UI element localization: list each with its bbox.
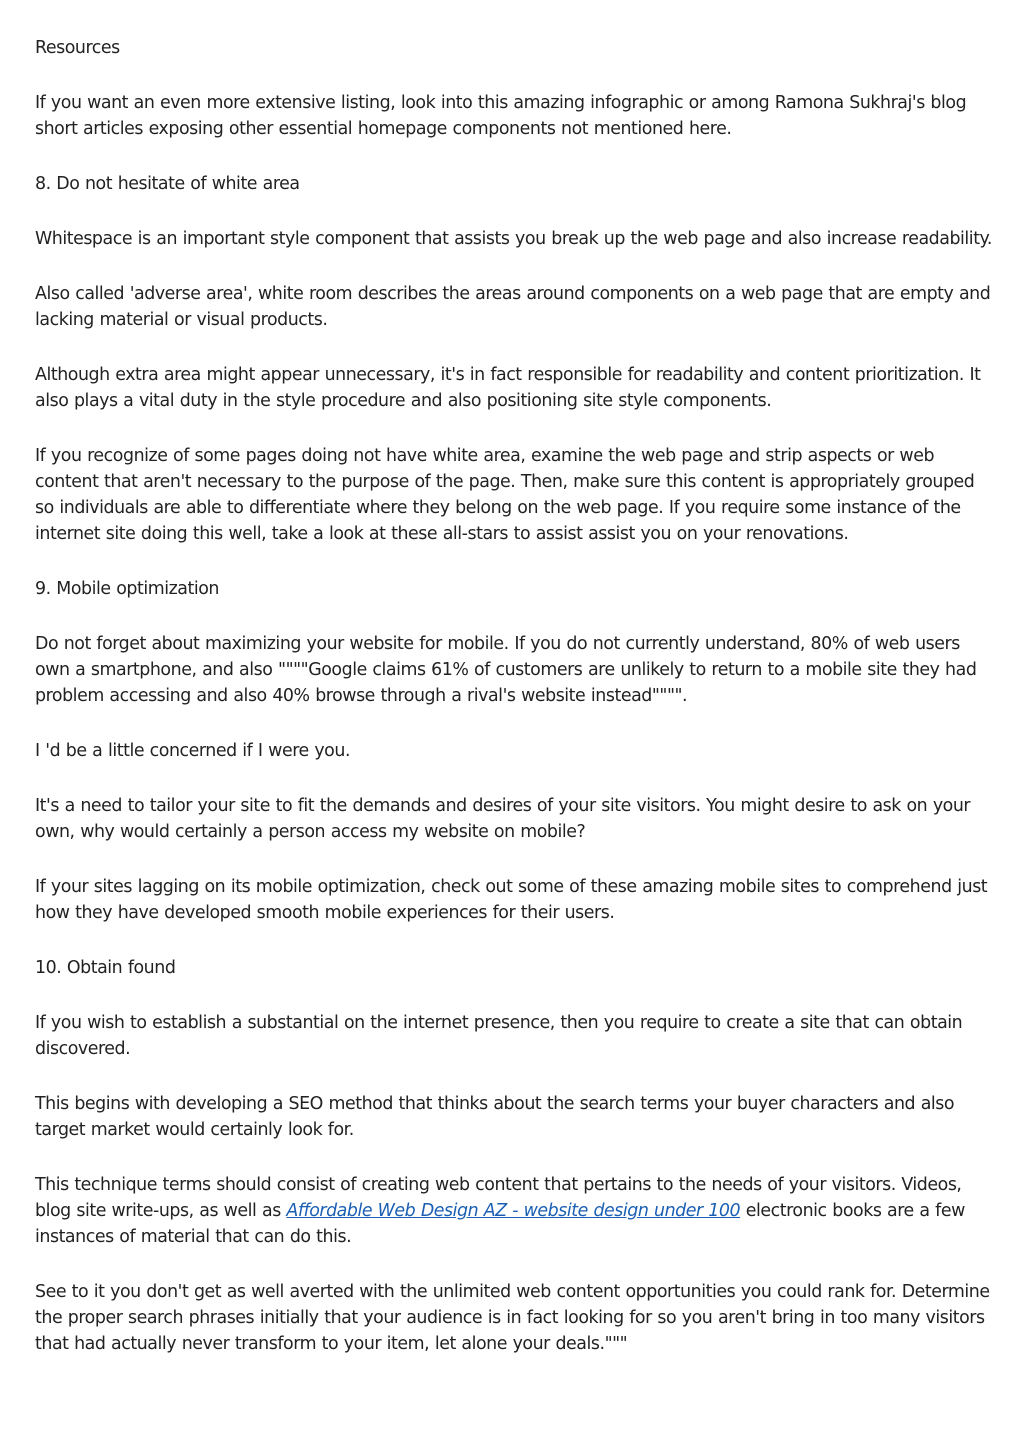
paragraph-mobile-stats: Do not forget about maximizing your website for mobile. If you do not currently understand, 80% of web users own a smartphone, and also """"Google claims 61% of customers are unlikely to return to a mobile site they had problem accessing and also 40% browse through a rival's website instead"""". — [35, 634, 977, 706]
paragraph-seo-method: This begins with developing a SEO method that thinks about the search terms your buyer characters and also target market would certainly look for. — [35, 1094, 955, 1140]
paragraph-search-phrases: See to it you don't get as well averted with the unlimited web content opportunities you could rank for. Determine the proper search phrases initially that your audience is in fact looking for so you aren't bring in too many visitors that had actually never transform to your item, let alone your deals.""" — [35, 1282, 990, 1354]
paragraph-concerned: I 'd be a little concerned if I were you. — [35, 741, 351, 761]
paragraph-technique-terms — [35, 1172, 995, 1250]
heading-obtain-found: 10. Obtain found — [35, 958, 176, 978]
document-body — [35, 35, 995, 1386]
paragraph-recognize-pages: If you recognize of some pages doing not have white area, examine the web page and strip aspects or web content that aren't necessary to the purpose of the page. Then, make sure this content is appropriately grouped so individuals are able to differentiate where they belong on the web page. If you require some instance of the internet site doing this well, take a look at these all-stars to assist assist you on your renovations. — [35, 446, 975, 544]
paragraph-tailor-site: It's a need to tailor your site to fit the demands and desires of your site visitors. You might desire to ask on your own, why would certainly a person access my website on mobile? — [35, 796, 971, 842]
technique-text-after: electronic books are a few instances of material that can do this. — [35, 1201, 965, 1247]
paragraph-extra-area: Although extra area might appear unnecessary, it's in fact responsible for readability and content prioritization. It also plays a vital duty in the style procedure and also positioning site style components. — [35, 365, 981, 411]
technique-text-before: This technique terms should consist of creating web content that pertains to the needs of your visitors. Videos, blog site write-ups, as well as — [35, 1175, 962, 1221]
paragraph-listing: If you want an even more extensive listing, look into this amazing infographic or among Ramona Sukhraj's blog short articles exposing other essential homepage components not mentioned here. — [35, 93, 967, 139]
heading-white-area: 8. Do not hesitate of white area — [35, 174, 300, 194]
paragraph-lagging: If your sites lagging on its mobile optimization, check out some of these amazing mobile sites to comprehend just how they have developed smooth mobile experiences for their users. — [35, 877, 988, 923]
paragraph-whitespace: Whitespace is an important style component that assists you break up the web page and also increase readability. — [35, 229, 992, 249]
affordable-web-design-link[interactable]: Affordable Web Design AZ - website design under 100 — [286, 1201, 741, 1221]
section-label-resources: Resources — [35, 38, 120, 58]
paragraph-online-presence: If you wish to establish a substantial on the internet presence, then you require to create a site that can obtain discovered. — [35, 1013, 963, 1059]
paragraph-adverse-area: Also called 'adverse area', white room describes the areas around components on a web page that are empty and lacking material or visual products. — [35, 284, 991, 330]
heading-mobile-optimization: 9. Mobile optimization — [35, 579, 219, 599]
